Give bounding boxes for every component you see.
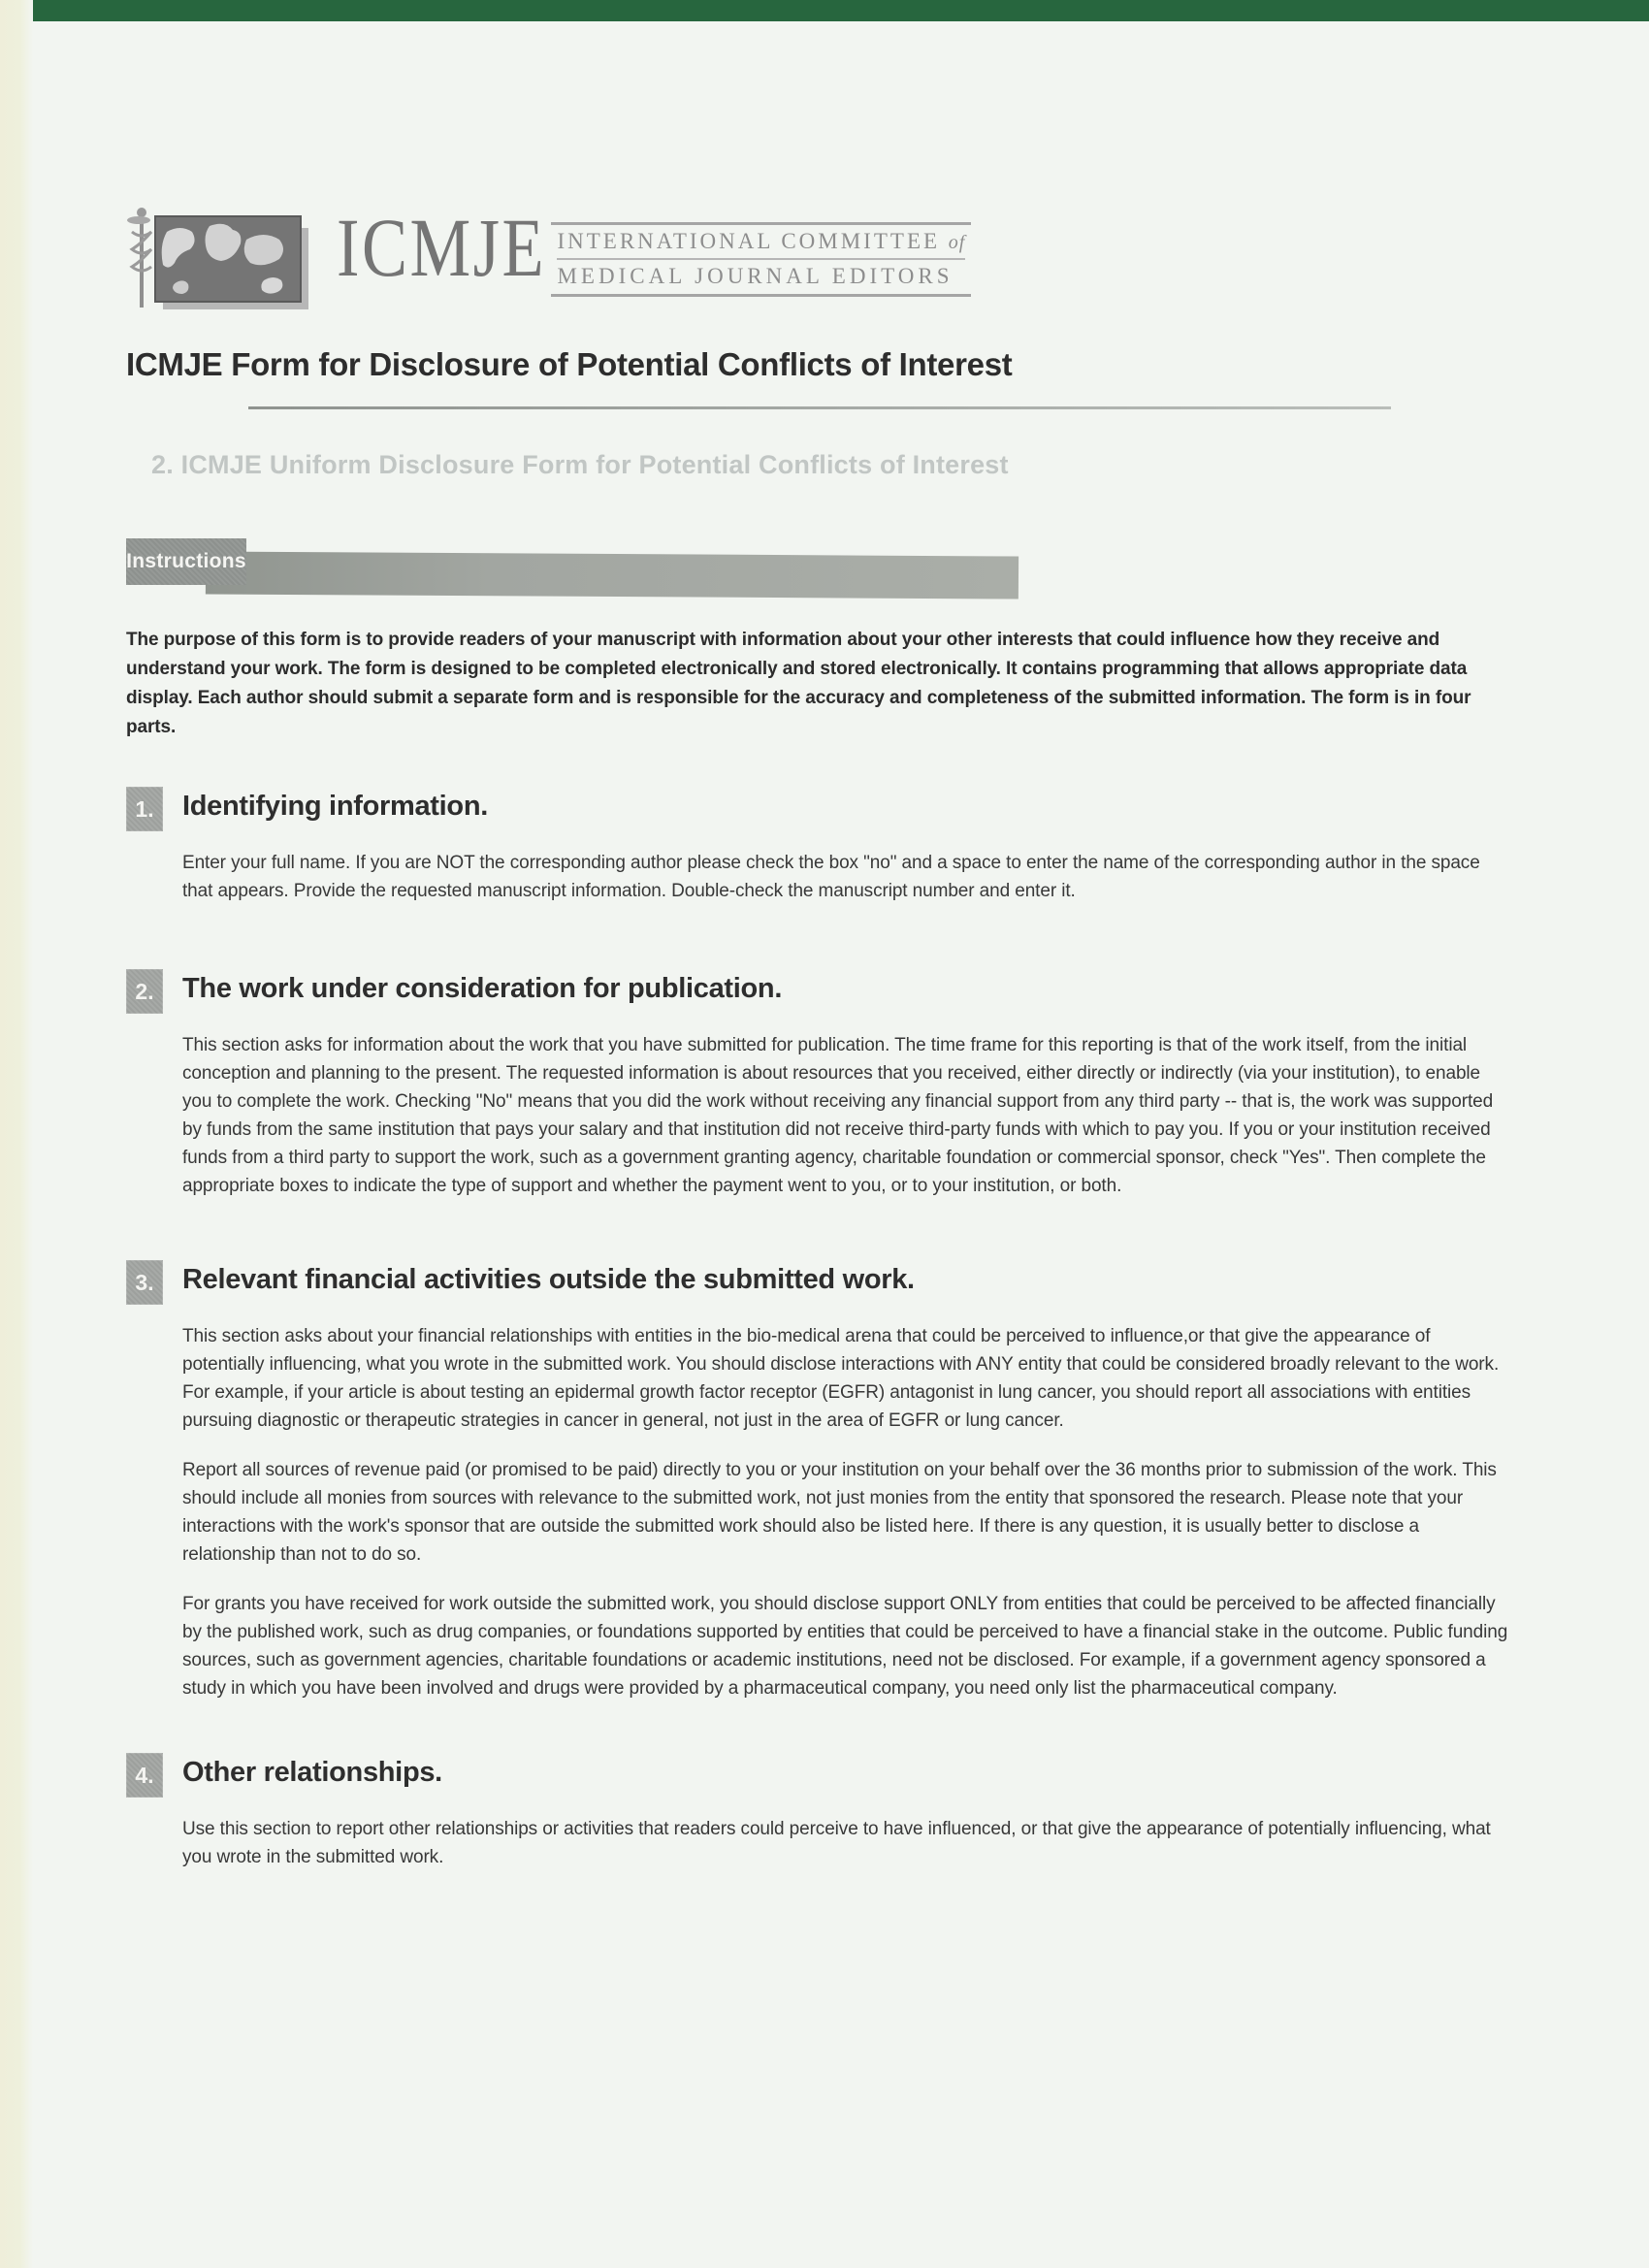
section-3-number-badge: 3. bbox=[126, 1260, 163, 1305]
page-title: ICMJE Form for Disclosure of Potential Conflicts of Interest bbox=[126, 346, 1013, 382]
section-4-header bbox=[126, 1753, 1513, 1798]
ghost-heading: 2. ICMJE Uniform Disclosure Form for Potential Conflicts of Interest bbox=[151, 450, 1009, 479]
section-2-header bbox=[126, 969, 1513, 1014]
instructions-banner bbox=[126, 538, 1513, 602]
section-other-relationships bbox=[126, 1753, 1513, 1871]
section-3-paragraph-3: For grants you have received for work outside the submitted work, you should disclose support ONLY from entities that could be perceived to be affected financially by the published work, such as drug companies, or foundations supported by entities that could be perceived to have a financial stake in the outcome. Public funding sources, such as government agencies, charitable foundations or academic institutions, need not be disclosed. For example, if a government agency sponsored a study in which you have been involved and drugs were provided by a pharmaceutical company, you need only list the pharmaceutical company. bbox=[182, 1594, 1508, 1699]
scanner-top-bar bbox=[33, 0, 1649, 21]
section-1-number-badge: 1. bbox=[126, 787, 163, 831]
section-relevant-financial-activities bbox=[126, 1260, 1513, 1702]
section-2-number-badge: 2. bbox=[126, 969, 163, 1014]
section-3-body bbox=[182, 1322, 1513, 1702]
title-divider bbox=[248, 406, 1391, 409]
section-1-body bbox=[182, 849, 1513, 905]
section-work-under-consideration bbox=[126, 969, 1513, 1200]
section-1-heading: Identifying information. bbox=[182, 791, 489, 822]
document-page bbox=[33, 21, 1649, 2268]
logo-org-line1: INTERNATIONAL COMMITTEE of bbox=[557, 229, 965, 260]
section-1-paragraph: Enter your full name. If you are NOT the corresponding author please check the box "no" and a space to enter the name of the corresponding author in the space that appears. Provide the requested manuscript information. Double-check the manuscript number and enter it. bbox=[182, 853, 1480, 901]
logo-org-line2: MEDICAL JOURNAL EDITORS bbox=[557, 264, 954, 288]
section-3-heading: Relevant financial activities outside the submitted work. bbox=[182, 1264, 915, 1295]
section-identifying-information bbox=[126, 787, 1513, 905]
instructions-bar-decoration bbox=[206, 551, 1018, 599]
section-1-header bbox=[126, 787, 1513, 831]
section-4-body bbox=[182, 1815, 1513, 1871]
section-3-header bbox=[126, 1260, 1513, 1305]
section-4-number-badge: 4. bbox=[126, 1753, 163, 1798]
section-2-heading: The work under consideration for publication. bbox=[182, 973, 783, 1004]
logo-org-name bbox=[551, 222, 971, 297]
section-4-heading: Other relationships. bbox=[182, 1757, 442, 1788]
logo-acronym: ICMJE bbox=[337, 201, 547, 294]
section-3-paragraph-2: Report all sources of revenue paid (or promised to be paid) directly to you or your institution on your behalf over the 36 months prior to submission of the work. This should include all monies from sources with relevance to the submitted work, not just monies from the entity that sponsored the research. Please note that your interactions with the work's sponsor that are outside the submitted work should also be listed here. If there is any question, it is usually better to disclose a relationship than not to do so. bbox=[182, 1460, 1497, 1565]
icmje-logo bbox=[126, 199, 1513, 313]
section-4-paragraph: Use this section to report other relationships or activities that readers could perceive to have influenced, or that give the appearance of potentially influencing, what you wrote in the submitted work. bbox=[182, 1819, 1491, 1867]
scanner-edge-strip bbox=[0, 0, 33, 2268]
instructions-label: Instructions bbox=[126, 538, 246, 585]
world-map-caduceus-icon bbox=[126, 199, 325, 318]
section-2-paragraph: This section asks for information about the work that you have submitted for publication. The time frame for this reporting is that of the work itself, from the initial conception and planning to the present. The requested information is about resources that you received, either directly or indirectly (via your institution), to enable you to complete the work. Checking "No" means that you did the work without receiving any financial support from any third party -- that is, the work was supported by funds from the same institution that pays your salary and that institution did not receive third-party funds with which to pay you. If you or your institution received funds from a third party to support the work, such as a government granting agency, charitable foundation or commercial sponsor, check "Yes". Then complete the appropriate boxes to indicate the type of support and whether the payment went to you, or to your institution, or both. bbox=[182, 1035, 1494, 1196]
section-3-paragraph-1: This section asks about your financial relationships with entities in the bio-medical arena that could be perceived to influence,or that give the appearance of potentially influencing, what you wrote in the submitted work. You should disclose interactions with ANY entity that could be considered broadly relevant to the work. For example, if your article is about testing an epidermal growth factor receptor (EGFR) antagonist in lung cancer, you should report all associations with entities pursuing diagnostic or therapeutic strategies in cancer in general, not just in the area of EGFR or lung cancer. bbox=[182, 1326, 1500, 1431]
form-purpose-paragraph: The purpose of this form is to provide readers of your manuscript with information about your other interests that could influence how they receive and understand your work. The form is designed to be completed electronically and stored electronically. It contains programming that allows appropriate data display. Each author should submit a separate form and is responsible for the accuracy and completeness of the submitted information. The form is in four parts. bbox=[126, 630, 1471, 737]
section-2-body bbox=[182, 1031, 1513, 1200]
